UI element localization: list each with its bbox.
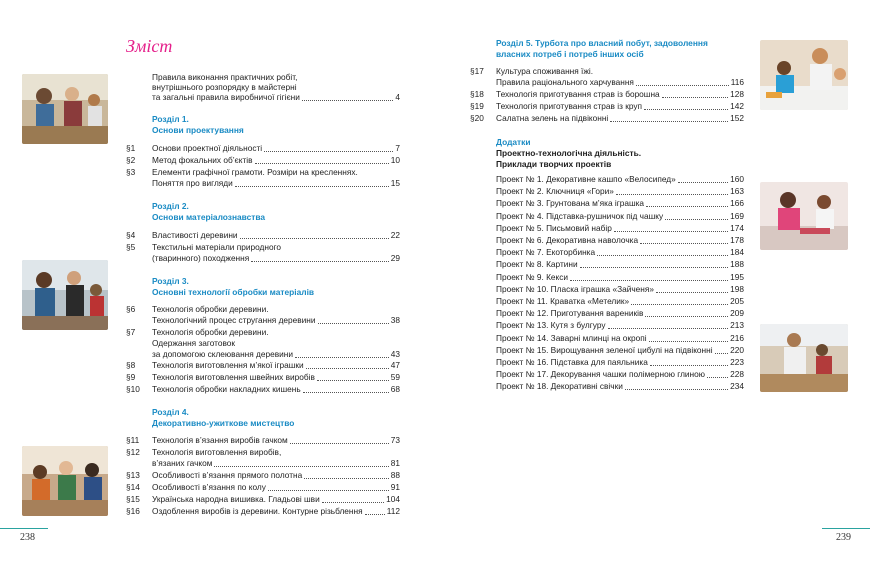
- toc-leader-dots: [608, 328, 729, 329]
- section-heading-line: Декоративно-ужиткове мистецтво: [152, 418, 295, 428]
- toc-entry-line: Технологія обробки деревини.: [152, 327, 269, 337]
- project-title: Проект № 16. Підставка для паяльника: [496, 357, 648, 367]
- toc-page-number: 4: [395, 92, 400, 102]
- toc-leader-dots: [650, 365, 728, 366]
- project-title: Проект № 6. Декоративна наволочка: [496, 235, 639, 245]
- paragraph-number: §4: [126, 230, 136, 240]
- toc-page-number: 38: [390, 315, 400, 325]
- toc-entry-title: Технологія приготування страв із круп: [496, 101, 642, 111]
- project-entry[interactable]: [496, 333, 744, 344]
- paragraph-number: §1: [126, 143, 136, 153]
- toc-page-number: 188: [730, 259, 744, 270]
- toc-leader-dots: [645, 316, 728, 317]
- toc-entry-title: Оздоблення виробів із деревини. Контурне різьблення: [152, 506, 363, 516]
- toc-page-number: 112: [386, 506, 400, 516]
- toc-leader-dots: [304, 478, 389, 479]
- toc-leader-dots: [678, 182, 728, 183]
- project-entry[interactable]: [496, 369, 744, 380]
- project-title: Проект № 14. Заварні млинці на окропі: [496, 332, 647, 343]
- section-heading-line: Розділ 5. Турбота про власний побут, задоволення: [496, 38, 708, 48]
- toc-leader-dots: [317, 380, 389, 381]
- toc-leader-dots: [322, 502, 384, 503]
- toc-page-number: 22: [390, 230, 400, 240]
- toc-leader-dots: [662, 97, 729, 98]
- toc-entry-title: Особливості в’язання по колу: [152, 482, 266, 492]
- toc-entry-title: Технологічний процес стругання деревини: [152, 315, 316, 325]
- section-heading-line: Основи проектування: [152, 125, 244, 135]
- toc-entry-title: в’язаних гачком: [152, 458, 213, 468]
- project-title: Проект № 7. Екоторбинка: [496, 247, 596, 258]
- project-title: Проект № 17. Декорування чашки полімерною глиною: [496, 369, 705, 380]
- section-heading[interactable]: [152, 276, 314, 298]
- toc-leader-dots: [251, 261, 389, 262]
- toc-entry-title: Технологія виготовлення м’якої іграшки: [152, 360, 304, 370]
- toc-page-number: 223: [730, 357, 744, 367]
- toc-entry-title: Основи проектної діяльності: [152, 143, 263, 153]
- toc-page-number: 198: [730, 283, 744, 294]
- toc-page-number: 142: [730, 101, 744, 111]
- appendix-heading-line: Проектно-технологічна діяльність.: [496, 148, 642, 158]
- toc-page-number: 228: [730, 369, 744, 380]
- appendix-heading[interactable]: [496, 137, 531, 148]
- toc-leader-dots: [707, 377, 728, 378]
- toc-leader-dots: [570, 280, 728, 281]
- project-entry[interactable]: [496, 198, 744, 209]
- paragraph-number: §10: [126, 384, 140, 394]
- toc-entry-title: Особливості в’язання прямого полотна: [152, 470, 303, 480]
- toc-page-number: 160: [730, 174, 744, 184]
- section-heading-line: Основи матеріалознавства: [152, 212, 266, 222]
- toc-page-number: 47: [390, 360, 400, 370]
- toc-leader-dots: [715, 353, 729, 354]
- project-title: Проект № 8. Картини: [496, 259, 578, 270]
- photo-students-workshop: [22, 74, 108, 144]
- project-title: Проект № 2. Ключниця «Гори»: [496, 186, 614, 197]
- toc-leader-dots: [614, 231, 728, 232]
- toc-entry-line: Технологія обробки деревини.: [152, 304, 269, 314]
- project-entry[interactable]: [496, 211, 744, 222]
- project-entry[interactable]: [496, 247, 744, 258]
- photo-woodwork: [760, 324, 848, 392]
- toc-leader-dots: [640, 243, 728, 244]
- toc-leader-dots: [636, 85, 729, 86]
- toc-page-number: 205: [730, 296, 744, 306]
- section-heading-line: Основні технології обробки матеріалів: [152, 287, 315, 297]
- project-entry[interactable]: [496, 223, 744, 234]
- page-title: Зміст: [126, 36, 173, 56]
- toc-leader-dots: [264, 151, 393, 152]
- toc-leader-dots: [318, 323, 389, 324]
- toc-page-number: 104: [386, 494, 400, 504]
- toc-page-number: 43: [390, 349, 400, 359]
- toc-entry-line: Культура споживання їжі.: [496, 66, 594, 76]
- paragraph-number: §20: [470, 113, 484, 123]
- paragraph-number: §16: [126, 506, 140, 516]
- footer-rule: [0, 528, 48, 529]
- section-heading-line: власних потреб і потреб інших осіб: [496, 49, 644, 59]
- paragraph-number: §13: [126, 470, 140, 480]
- footer-rule: [822, 528, 870, 529]
- section-heading[interactable]: [152, 114, 244, 136]
- toc-leader-dots: [644, 109, 728, 110]
- toc-leader-dots: [240, 238, 389, 239]
- toc-entry-line: Одержання заготовок: [152, 338, 236, 348]
- toc-leader-dots: [365, 514, 385, 515]
- toc-entry-title: (тваринного) походження: [152, 253, 250, 263]
- toc-entry-title: Технологія виготовлення швейних виробів: [152, 372, 315, 382]
- project-title: Проект № 10. Пласка іграшка «Зайченя»: [496, 283, 654, 294]
- project-title: Проект № 5. Письмовий набір: [496, 222, 612, 233]
- section-heading-line: Розділ 1.: [152, 114, 189, 124]
- toc-entry-title: Метод фокальних об’єктів: [152, 155, 253, 165]
- paragraph-number: §17: [470, 66, 484, 76]
- toc-page-number: 73: [390, 435, 400, 445]
- toc-page-number: 178: [730, 235, 744, 245]
- section-heading[interactable]: [496, 38, 708, 60]
- photo-sewing: [760, 182, 848, 250]
- toc-intro-line: Правила виконання практичних робіт,: [152, 72, 298, 82]
- toc-leader-dots: [235, 186, 389, 187]
- paragraph-number: §7: [126, 327, 136, 337]
- toc-page-number: 184: [730, 247, 744, 258]
- photo-family-kitchen: [760, 40, 848, 110]
- toc-entry-title: Салатна зелень на підвіконні: [496, 113, 609, 123]
- toc-leader-dots: [580, 267, 729, 268]
- section-heading-line: Розділ 3.: [152, 276, 189, 286]
- section-heading[interactable]: [152, 201, 265, 223]
- toc-leader-dots: [303, 392, 389, 393]
- toc-leader-dots: [302, 100, 393, 101]
- toc-page-number: 116: [730, 77, 744, 87]
- paragraph-number: §14: [126, 482, 140, 492]
- toc-leader-dots: [597, 255, 728, 256]
- photo-teacher-students: [22, 260, 108, 330]
- appendix-heading-line: Приклади творчих проектів: [496, 159, 612, 169]
- toc-page-number: 10: [390, 155, 400, 165]
- toc-entry-title: Правила раціонального харчування: [496, 77, 634, 87]
- toc-leader-dots: [610, 121, 728, 122]
- project-entry[interactable]: [496, 174, 744, 185]
- toc-entry-title: за допомогою склеювання деревини: [152, 349, 293, 359]
- toc-page-number: 213: [730, 320, 744, 331]
- toc-leader-dots: [616, 194, 728, 195]
- project-entry[interactable]: [496, 284, 744, 295]
- photo-crafts-group: [22, 446, 108, 516]
- toc-page-number: 220: [730, 344, 744, 355]
- project-entry[interactable]: [496, 272, 744, 283]
- toc-leader-dots: [214, 466, 388, 467]
- toc-entry-title: Технологія в’язання виробів гачком: [152, 435, 288, 445]
- toc-page-number: 166: [730, 198, 744, 209]
- toc-page-number: 152: [730, 113, 744, 123]
- project-entry[interactable]: [496, 357, 744, 368]
- toc-leader-dots: [631, 304, 728, 305]
- project-title: Проект № 4. Підставка-рушничок під чашку: [496, 210, 664, 221]
- toc-entry-title: Поняття про вигляди: [152, 178, 233, 188]
- toc-page-number: 209: [730, 308, 744, 319]
- toc-page-number: 88: [390, 470, 400, 480]
- paragraph-number: §3: [126, 167, 136, 177]
- page-number-right: 239: [836, 532, 851, 543]
- toc-entry-title: Властивості деревини: [152, 230, 238, 240]
- toc-entry-title: Технологія приготування страв із борошна: [496, 89, 660, 99]
- paragraph-number: §5: [126, 242, 136, 252]
- toc-leader-dots: [656, 292, 728, 293]
- toc-page-number: 216: [730, 332, 744, 343]
- toc-page-number: 29: [390, 253, 400, 263]
- toc-entry-line: Технологія виготовлення виробів,: [152, 447, 282, 457]
- project-entry[interactable]: [496, 235, 744, 246]
- toc-page-number: 91: [390, 482, 400, 492]
- paragraph-number: §18: [470, 89, 484, 99]
- project-entry[interactable]: [496, 296, 744, 307]
- toc-page-number: 234: [730, 381, 744, 392]
- project-title: Проект № 18. Декоративні свічки: [496, 381, 623, 392]
- toc-page-number: 68: [390, 384, 400, 394]
- project-title: Проект № 15. Вирощування зеленої цибулі на підвіконні: [496, 344, 713, 355]
- toc-page-number: 195: [730, 271, 744, 282]
- toc-entry-line: Елементи графічної грамоти. Розміри на кресленнях.: [152, 167, 358, 177]
- appendix-subheading: [496, 148, 641, 170]
- toc-leader-dots: [665, 219, 728, 220]
- appendix-heading-line: Додатки: [496, 137, 531, 147]
- paragraph-number: §8: [126, 360, 136, 370]
- toc-page-number: 59: [390, 372, 400, 382]
- paragraph-number: §6: [126, 304, 136, 314]
- project-entry[interactable]: [496, 345, 744, 356]
- toc-page-number: 128: [730, 89, 744, 99]
- project-title: Проект № 11. Краватка «Метелик»: [496, 296, 630, 306]
- section-heading-line: Розділ 2.: [152, 201, 189, 211]
- project-title: Проект № 13. Кутя з булгуру: [496, 320, 606, 331]
- toc-leader-dots: [268, 490, 389, 491]
- project-entry[interactable]: [496, 381, 744, 392]
- toc-page-number: 163: [730, 186, 744, 197]
- toc-entry-line: Текстильні матеріали природного: [152, 242, 282, 252]
- toc-entry-title: Українська народна вишивка. Гладьові шви: [152, 494, 320, 504]
- section-heading-line: Розділ 4.: [152, 407, 189, 417]
- toc-leader-dots: [255, 163, 389, 164]
- project-title: Проект № 3. Грунтована м’яка іграшка: [496, 198, 645, 209]
- toc-page-number: 7: [395, 143, 400, 153]
- toc-page-number: 81: [390, 458, 400, 468]
- paragraph-number: §19: [470, 101, 484, 111]
- toc-leader-dots: [649, 341, 729, 342]
- toc-entry-title: Технологія обробки накладних кишень: [152, 384, 301, 394]
- toc-leader-dots: [306, 368, 389, 369]
- toc-page-number: 169: [730, 210, 744, 221]
- section-heading[interactable]: [152, 407, 294, 429]
- project-entry[interactable]: [496, 186, 744, 197]
- toc-page-number: 174: [730, 222, 744, 233]
- toc-page-number: 15: [390, 178, 400, 188]
- paragraph-number: §2: [126, 155, 136, 165]
- toc-leader-dots: [625, 389, 728, 390]
- toc-intro-line: внутрішнього розпорядку в майстерні: [152, 82, 297, 92]
- page-number-left: 238: [20, 532, 35, 543]
- paragraph-number: §12: [126, 447, 140, 457]
- paragraph-number: §9: [126, 372, 136, 382]
- paragraph-number: §15: [126, 494, 140, 504]
- project-title: Проект № 1. Декоративне кашпо «Велосипед»: [496, 174, 676, 184]
- project-title: Проект № 9. Кекси: [496, 271, 569, 282]
- toc-intro-line: та загальні правила виробничої гігієни: [152, 92, 300, 102]
- toc-leader-dots: [290, 443, 389, 444]
- toc-leader-dots: [646, 206, 728, 207]
- project-entry[interactable]: [496, 259, 744, 270]
- paragraph-number: §11: [126, 435, 140, 445]
- project-title: Проект № 12. Приготування вареників: [496, 308, 644, 319]
- project-entry[interactable]: [496, 320, 744, 331]
- project-entry[interactable]: [496, 308, 744, 319]
- toc-leader-dots: [295, 357, 389, 358]
